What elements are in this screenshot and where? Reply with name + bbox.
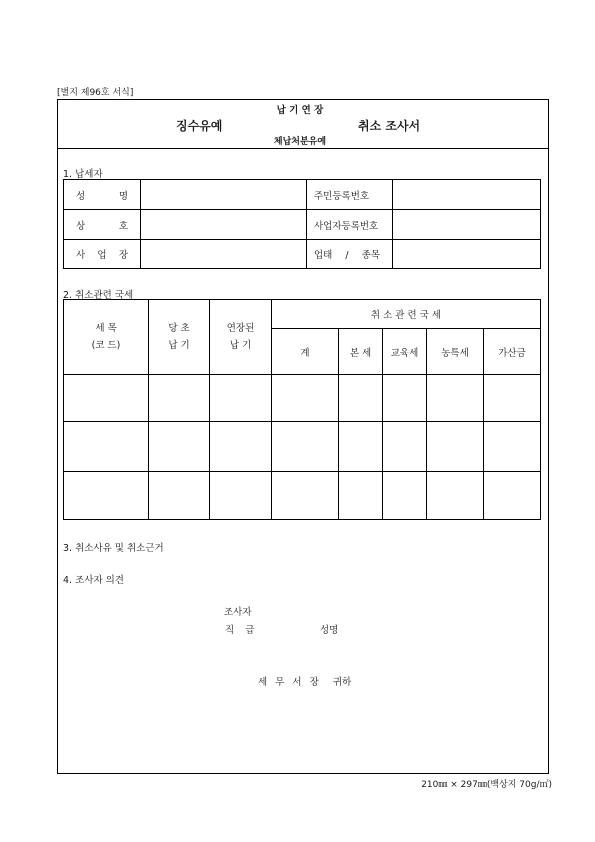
taxpayer-table	[63, 179, 541, 269]
cell	[272, 422, 339, 472]
col-group-related-taxes: 취 소 관 련 국 세	[272, 300, 541, 329]
col-original-due	[149, 300, 210, 375]
cell	[339, 472, 383, 520]
business-no-label: 사업자등록번호	[307, 210, 393, 240]
cell	[339, 375, 383, 422]
col-extended-due	[210, 300, 272, 375]
taxpayer-row-trade-name	[64, 210, 541, 240]
cell	[272, 472, 339, 520]
table-row	[64, 472, 541, 520]
col-education-tax: 교육세	[383, 329, 427, 375]
col-total: 계	[272, 329, 339, 375]
section-taxpayer-heading: 1. 납세자	[63, 169, 103, 180]
taxes-header-row-1	[64, 300, 541, 329]
cell	[210, 375, 272, 422]
business-no-field	[393, 210, 541, 240]
cell	[383, 472, 427, 520]
investigator-label: 조사자	[224, 607, 252, 618]
table-row	[64, 375, 541, 422]
cell	[64, 422, 149, 472]
col-tax-item	[64, 300, 149, 375]
col-principal: 본 세	[339, 329, 383, 375]
col-original-due-line2: 납 기	[168, 340, 190, 351]
cell	[149, 375, 210, 422]
col-extended-due-line2: 납 기	[229, 340, 252, 351]
trade-name-field	[141, 210, 307, 240]
cell	[210, 472, 272, 520]
cell	[339, 422, 383, 472]
cell	[427, 375, 484, 422]
section-opinion-heading: 4. 조사자 의견	[63, 575, 124, 586]
name-label: 성 명	[64, 180, 141, 210]
cell	[383, 375, 427, 422]
rank-label: 직 급	[225, 625, 255, 636]
name-field	[141, 180, 307, 210]
col-penalty: 가산금	[484, 329, 541, 375]
cell	[484, 422, 541, 472]
taxpayer-row-name	[64, 180, 541, 210]
cell	[149, 422, 210, 472]
col-tax-item-line2: (코 드)	[91, 340, 121, 351]
col-rural-tax: 농특세	[427, 329, 484, 375]
business-type-label: 업태 / 종목	[307, 240, 393, 269]
cell	[484, 375, 541, 422]
signature-name-label: 성명	[320, 625, 339, 636]
addressee-office: 세 무 서 장	[258, 677, 319, 688]
cell	[383, 422, 427, 472]
resident-no-label: 주민등록번호	[307, 180, 393, 210]
section-taxes-heading: 2. 취소관련 국세	[63, 290, 134, 301]
resident-no-field	[393, 180, 541, 210]
taxpayer-row-workplace	[64, 240, 541, 269]
title-extension: 납 기 연 장	[276, 105, 324, 116]
business-type-field	[393, 240, 541, 269]
col-tax-item-line1: 세 목	[95, 323, 117, 334]
workplace-field	[141, 240, 307, 269]
addressee-suffix: 귀하	[333, 677, 352, 688]
title-collection-deferral: 징수유예	[176, 119, 223, 133]
cell	[149, 472, 210, 520]
cell	[272, 375, 339, 422]
taxes-table	[63, 299, 541, 520]
section-reason-heading: 3. 취소사유 및 취소근거	[63, 543, 164, 554]
trade-name-label: 상 호	[64, 210, 141, 240]
cell	[484, 472, 541, 520]
col-original-due-line1: 당 초	[168, 323, 190, 334]
cell	[64, 472, 149, 520]
paper-spec: 210㎜ × 297㎜(백상지 70g/㎡)	[421, 780, 552, 790]
cell	[210, 422, 272, 472]
title-delinquency-deferral: 체납처분유예	[273, 137, 327, 147]
cell	[64, 375, 149, 422]
form-label: [별지 제96호 서식]	[57, 88, 134, 98]
title-cancellation-report: 취소 조사서	[358, 119, 421, 133]
workplace-label: 사 업 장	[64, 240, 141, 269]
cell	[427, 422, 484, 472]
col-extended-due-line1: 연장된	[226, 323, 255, 334]
table-row	[64, 422, 541, 472]
cell	[427, 472, 484, 520]
